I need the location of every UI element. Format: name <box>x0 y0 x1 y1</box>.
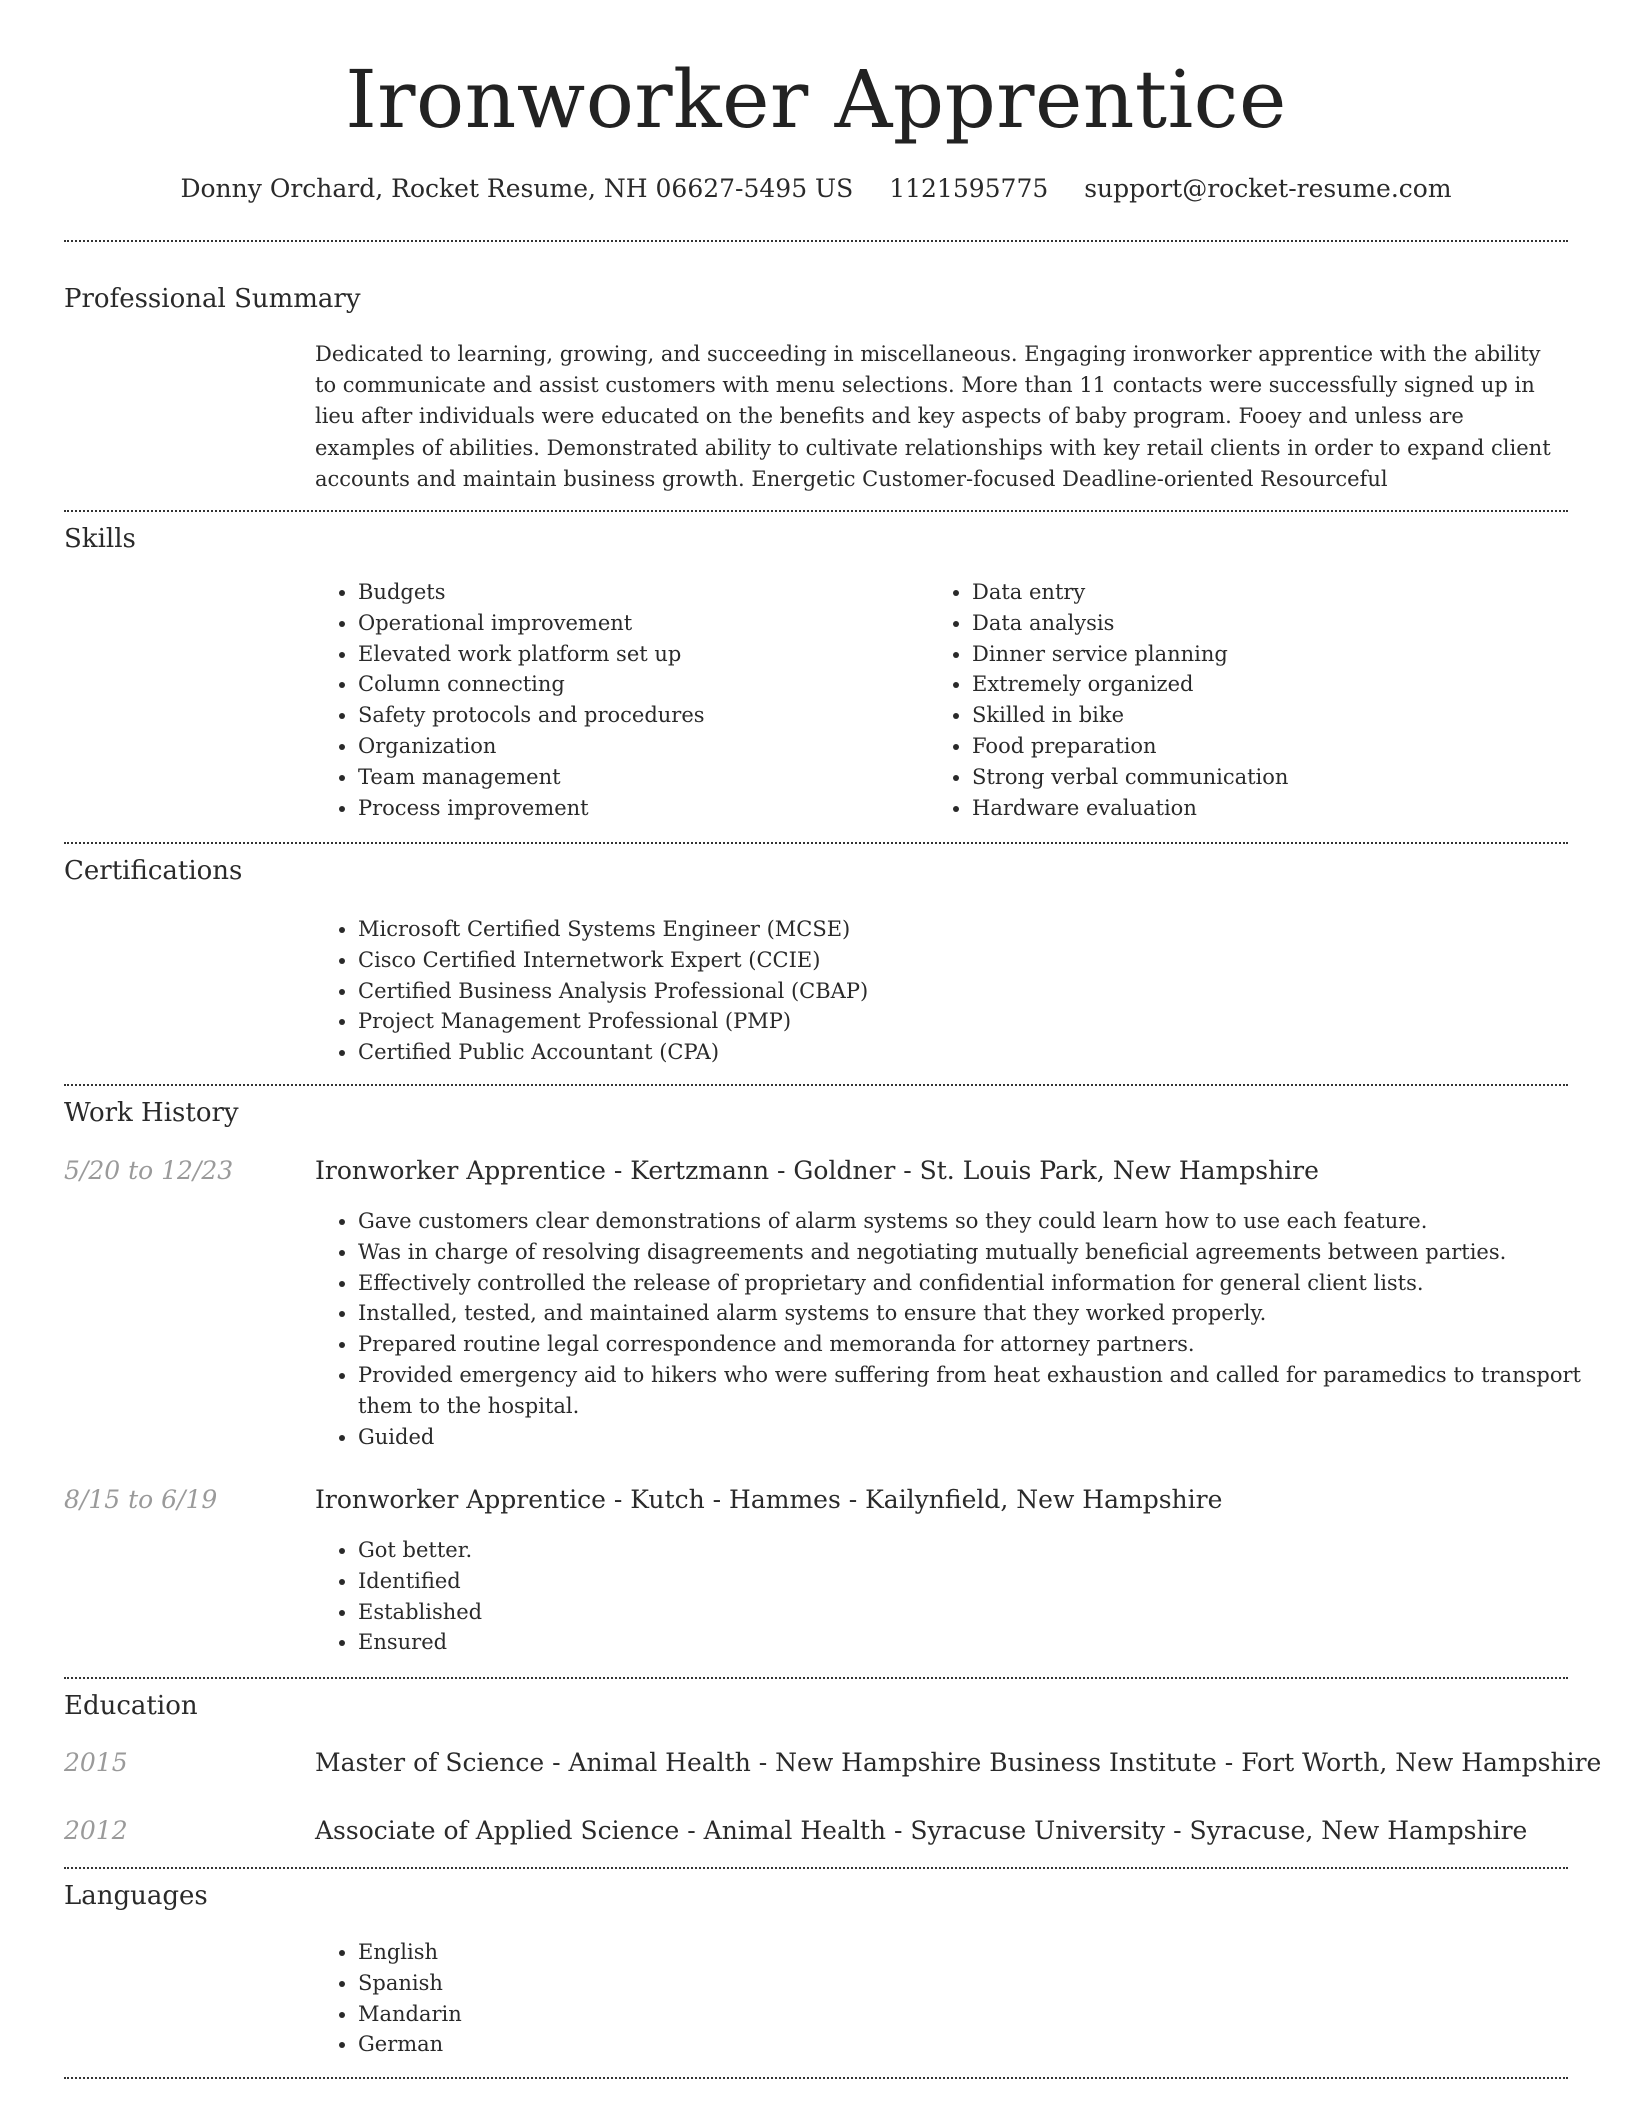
certification-item: • Microsoft Certified Systems Engineer (MCSE) <box>358 914 1558 945</box>
skill-item: • Skilled in bike <box>972 700 1572 731</box>
contact-line <box>0 170 1632 208</box>
job-bullets <box>314 1535 1598 1658</box>
certifications-list <box>314 914 1558 1068</box>
skills-heading: Skills <box>64 524 136 554</box>
job-bullet: • Established <box>358 1597 1598 1628</box>
summary-text: Dedicated to learning, growing, and succeeding in miscellaneous. Engaging ironworker apprentice with the ability to communicate and assist customers with menu selections. More than 11 contacts were successfully signed up in lieu after individuals were educated on the benefits and key aspects of baby program. Fooey and unless are examples of abilities. Demonstrated ability to cultivate relationships with key retail clients in order to expand client accounts and maintain business growth. Energetic Customer-focused Deadline-oriented Resourceful <box>315 342 1551 491</box>
job-bullet: • Guided <box>358 1422 1598 1453</box>
skill-item: • Data entry <box>972 577 1572 608</box>
education-entry: Master of Science - Animal Health - New Hampshire Business Institute - Fort Worth, New Hampshire <box>315 1748 1602 1777</box>
job-bullet: • Provided emergency aid to hikers who were suffering from heat exhaustion and called for paramedics to transport them to the hospital. <box>358 1360 1598 1422</box>
skill-item: • Column connecting <box>358 669 918 700</box>
job-dates: 5/20 to 12/23 <box>64 1156 234 1185</box>
certification-item: • Project Management Professional (PMP) <box>358 1006 1558 1037</box>
skill-item: • Operational improvement <box>358 608 918 639</box>
section-divider <box>64 510 1568 512</box>
language-item: • German <box>358 2029 958 2060</box>
section-divider <box>64 1867 1568 1869</box>
job-bullets <box>314 1206 1598 1452</box>
language-item: • Spanish <box>358 1968 958 1999</box>
skill-item: • Hardware evaluation <box>972 793 1572 824</box>
section-divider <box>64 1677 1568 1679</box>
education-year: 2012 <box>64 1816 128 1845</box>
skill-item: • Extremely organized <box>972 669 1572 700</box>
skill-item: • Dinner service planning <box>972 639 1572 670</box>
skill-item: • Elevated work platform set up <box>358 639 918 670</box>
contact-address: Donny Orchard, Rocket Resume, NH 06627-5495 US <box>180 174 854 203</box>
job-bullet: • Installed, tested, and maintained alarm systems to ensure that they worked properly. <box>358 1298 1598 1329</box>
skill-item: • Process improvement <box>358 793 918 824</box>
job-bullet: • Gave customers clear demonstrations of alarm systems so they could learn how to use each feature. <box>358 1206 1598 1237</box>
skill-item: • Organization <box>358 731 918 762</box>
languages-heading: Languages <box>64 1881 208 1911</box>
language-item: • Mandarin <box>358 1999 958 2030</box>
certification-item: • Cisco Certified Internetwork Expert (CCIE) <box>358 945 1558 976</box>
section-divider <box>64 2077 1568 2079</box>
skill-item: • Strong verbal communication <box>972 762 1572 793</box>
education-entry: Associate of Applied Science - Animal Health - Syracuse University - Syracuse, New Hampshire <box>315 1816 1528 1845</box>
skills-list-left <box>314 577 918 823</box>
language-item: • English <box>358 1937 958 1968</box>
section-divider <box>64 1084 1568 1086</box>
skill-item: • Team management <box>358 762 918 793</box>
certifications-heading: Certifications <box>64 856 243 886</box>
languages-list <box>314 1937 958 2060</box>
skills-list-right <box>928 577 1572 823</box>
certification-item: • Certified Business Analysis Professional (CBAP) <box>358 976 1558 1007</box>
section-divider <box>64 240 1568 242</box>
education-heading: Education <box>64 1691 198 1721</box>
section-divider <box>64 842 1568 844</box>
job-bullet: • Got better. <box>358 1535 1598 1566</box>
job-heading: Ironworker Apprentice - Kertzmann - Goldner - St. Louis Park, New Hampshire <box>315 1156 1319 1185</box>
contact-email: support@rocket-resume.com <box>1084 174 1452 203</box>
job-bullet: • Ensured <box>358 1627 1598 1658</box>
skill-item: • Food preparation <box>972 731 1572 762</box>
job-bullet: • Identified <box>358 1566 1598 1597</box>
skill-item: • Budgets <box>358 577 918 608</box>
job-heading: Ironworker Apprentice - Kutch - Hammes - Kailynfield, New Hampshire <box>315 1485 1223 1514</box>
job-bullet: • Prepared routine legal correspondence and memoranda for attorney partners. <box>358 1329 1598 1360</box>
resume-title: Ironworker Apprentice <box>345 53 1287 146</box>
job-dates: 8/15 to 6/19 <box>64 1485 218 1514</box>
work-history-heading: Work History <box>64 1098 239 1128</box>
job-bullet: • Effectively controlled the release of proprietary and confidential information for general client lists. <box>358 1268 1598 1299</box>
summary-heading: Professional Summary <box>64 284 361 314</box>
skill-item: • Data analysis <box>972 608 1572 639</box>
skill-item: • Safety protocols and procedures <box>358 700 918 731</box>
contact-phone: 1121595775 <box>889 174 1049 203</box>
job-bullet: • Was in charge of resolving disagreements and negotiating mutually beneficial agreements between parties. <box>358 1237 1598 1268</box>
certification-item: • Certified Public Accountant (CPA) <box>358 1037 1558 1068</box>
education-year: 2015 <box>64 1748 128 1777</box>
